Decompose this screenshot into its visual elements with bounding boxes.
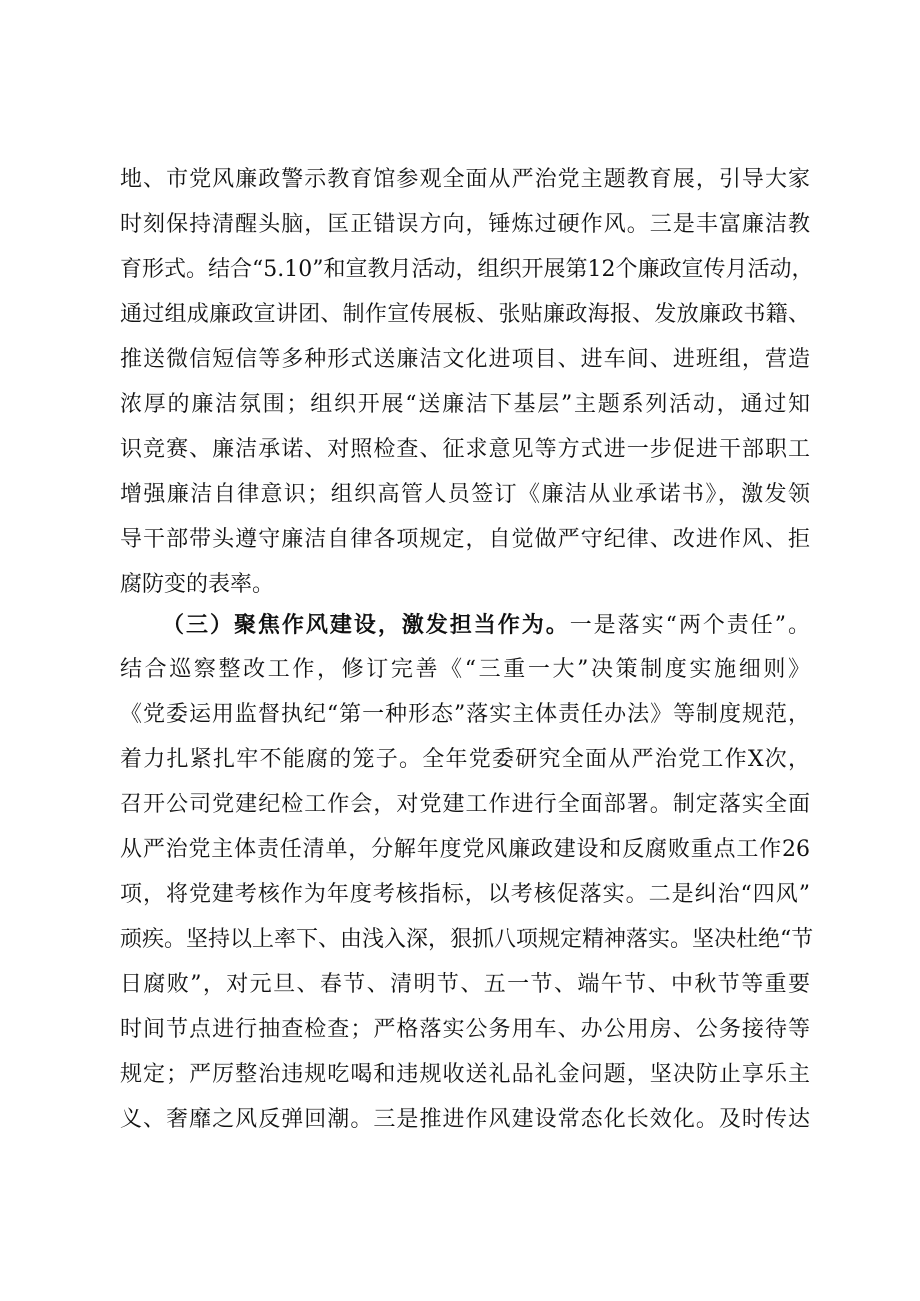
heading-line-text: 一是落实“两个责任”。 [569,613,810,638]
text-line: 日腐败”，对元旦、春节、清明节、五一节、端午节、中秋节等重要 [120,972,810,997]
text-line: 顽疾。坚持以上率下、由浅入深，狠抓八项规定精神落实。坚决杜绝“节 [120,927,814,952]
text-line: 时间节点进行抽查检查；严格落实公务用车、办公用房、公务接待等 [120,1017,810,1042]
text-line: 腐防变的表率。 [120,572,275,597]
text-line: 召开公司党建纪检工作会，对党建工作进行全面部署。制定落实全面 [120,792,810,817]
text-line: 浓厚的廉洁氛围；组织开展“送廉洁下基层”主题系列活动，通过知 [120,392,810,417]
section-heading: （三）聚焦作风建设，激发担当作为。 [162,612,570,638]
text-line: 推送微信短信等多种形式送廉洁文化进项目、进车间、进班组，营造 [120,347,810,372]
text-line: 时刻保持清醒头脑，匡正错误方向，锤炼过硬作风。三是丰富廉洁教 [120,212,810,237]
text-line: 地、市党风廉政警示教育馆参观全面从严治党主题教育展，引导大家 [120,167,810,192]
text-line: 识竞赛、廉洁承诺、对照检查、征求意见等方式进一步促进干部职工 [120,437,810,462]
text-line: 从严治党主体责任清单，分解年度党风廉政建设和反腐败重点工作26 [120,837,810,862]
text-line: 通过组成廉政宣讲团、制作宣传展板、张贴廉政海报、发放廉政书籍、 [120,302,810,327]
text-line: 着力扎紧扎牢不能腐的笼子。全年党委研究全面从严治党工作X次， [120,747,810,772]
text-line: 规定；严厉整治违规吃喝和违规收送礼品礼金问题，坚决防止享乐主 [120,1062,810,1087]
text-line: 育形式。结合“5.10”和宣教月活动，组织开展第12个廉政宣传月活动， [120,257,814,282]
text-line: 导干部带头遵守廉洁自律各项规定，自觉做严守纪律、改进作风、拒 [120,527,810,552]
text-line: 结合巡察整改工作，修订完善《“三重一大”决策制度实施细则》 [120,657,810,682]
text-line: 义、奢靡之风反弹回潮。三是推进作风建设常态化长效化。及时传达 [120,1107,810,1132]
text-line: 项，将党建考核作为年度考核指标，以考核促落实。二是纠治“四风” [120,882,810,907]
text-line: 《党委运用监督执纪“第一种形态”落实主体责任办法》等制度规范， [120,702,810,727]
paragraph-heading-line [162,605,810,645]
text-line: 增强廉洁自律意识；组织高管人员签订《廉洁从业承诺书》，激发领 [120,482,810,507]
